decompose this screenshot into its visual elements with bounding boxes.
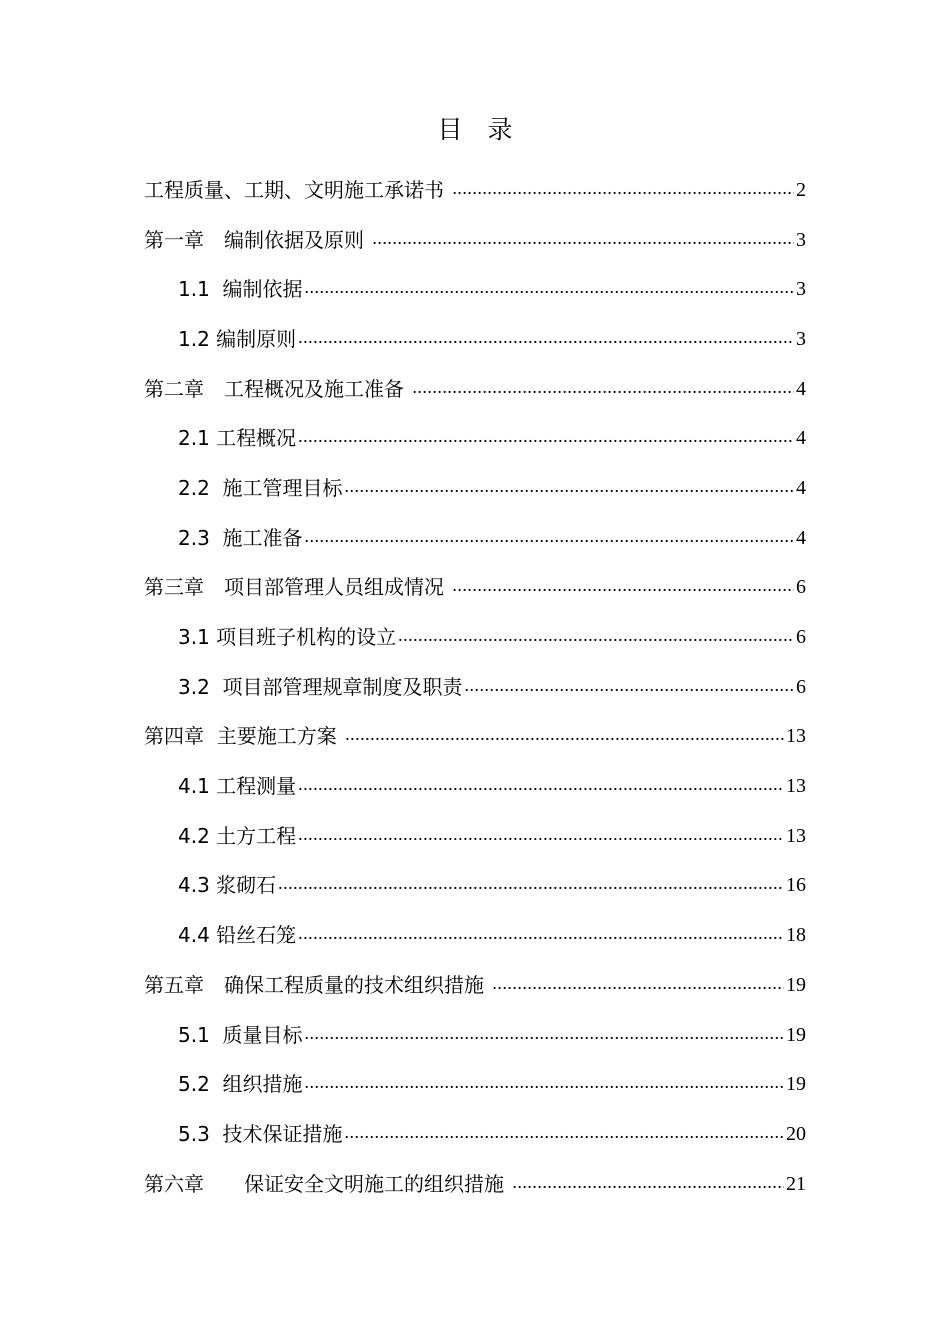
toc-section-entry[interactable] [0, 761, 806, 811]
toc-entry-label: 1.2 编制原则 [178, 326, 297, 351]
toc-page-number: 13 [786, 775, 806, 798]
toc-dot-leader [298, 769, 784, 803]
toc-dot-leader [345, 719, 784, 753]
toc-page-number: 18 [786, 924, 806, 947]
toc-entry-label: 3.1 项目班子机构的设立 [178, 625, 397, 650]
table-of-contents [0, 165, 950, 1208]
page-title: 目 录 [437, 115, 513, 144]
toc-page-number: 19 [786, 1073, 806, 1096]
toc-section-entry[interactable] [0, 910, 806, 960]
toc-dot-leader [305, 521, 794, 555]
toc-chapter-entry[interactable] [0, 960, 806, 1010]
toc-entry-label: 2.1 工程概况 [178, 426, 297, 451]
toc-chapter-entry[interactable] [0, 563, 806, 613]
toc-dot-leader [452, 570, 794, 604]
toc-entry-label: 5.2 组织措施 [178, 1072, 303, 1097]
toc-page-number: 4 [796, 526, 806, 549]
toc-chapter-entry[interactable] [0, 364, 806, 414]
toc-dot-leader [298, 421, 794, 455]
toc-page-number: 3 [796, 228, 806, 251]
toc-page-number: 2 [796, 178, 806, 201]
toc-entry-label: 第五章 确保工程质量的技术组织措施 [144, 972, 491, 997]
toc-page-number: 6 [796, 626, 806, 649]
toc-page-number: 3 [796, 278, 806, 301]
toc-dot-leader [345, 1117, 784, 1151]
toc-section-entry[interactable] [0, 811, 806, 861]
toc-dot-leader [465, 670, 794, 704]
toc-dot-leader [452, 173, 794, 207]
toc-dot-leader [305, 272, 794, 306]
toc-section-entry[interactable] [0, 513, 806, 563]
toc-page-number: 19 [786, 1023, 806, 1046]
toc-page-number: 4 [796, 476, 806, 499]
toc-page-number: 4 [796, 427, 806, 450]
toc-entry-label: 2.3 施工准备 [178, 525, 303, 550]
toc-section-entry[interactable] [0, 861, 806, 911]
toc-dot-leader [298, 918, 784, 952]
toc-section-entry[interactable] [0, 662, 806, 712]
toc-entry-label: 2.2 施工管理目标 [178, 475, 343, 500]
toc-section-entry[interactable] [0, 264, 806, 314]
toc-dot-leader [512, 1167, 784, 1201]
toc-entry-label: 5.1 质量目标 [178, 1022, 303, 1047]
toc-page-number: 6 [796, 675, 806, 698]
toc-entry-label: 5.3 技术保证措施 [178, 1121, 343, 1146]
toc-section-entry[interactable] [0, 612, 806, 662]
toc-entry-label: 第三章 项目部管理人员组成情况 [144, 575, 451, 600]
toc-section-entry[interactable] [0, 314, 806, 364]
toc-dot-leader [398, 620, 794, 654]
toc-page-number: 16 [786, 874, 806, 897]
toc-section-entry[interactable] [0, 413, 806, 463]
toc-page-number: 19 [786, 973, 806, 996]
toc-page-number: 3 [796, 327, 806, 350]
toc-dot-leader [345, 471, 794, 505]
toc-entry-label: 3.2 项目部管理规章制度及职责 [178, 674, 463, 699]
toc-page-number: 20 [786, 1122, 806, 1145]
toc-page-number: 13 [786, 725, 806, 748]
toc-page-number: 21 [786, 1172, 806, 1195]
toc-section-entry[interactable] [0, 1109, 806, 1159]
toc-entry-label: 4.2 土方工程 [178, 823, 297, 848]
toc-entry-label: 第一章 编制依据及原则 [144, 227, 371, 252]
toc-dot-leader [305, 1018, 784, 1052]
toc-dot-leader [278, 868, 784, 902]
toc-dot-leader [298, 322, 794, 356]
toc-section-entry[interactable] [0, 1010, 806, 1060]
toc-entry-label: 4.4 铅丝石笼 [178, 923, 297, 948]
toc-dot-leader [492, 968, 784, 1002]
toc-chapter-entry[interactable] [0, 1159, 806, 1209]
toc-section-entry[interactable] [0, 1059, 806, 1109]
toc-page-number: 13 [786, 824, 806, 847]
toc-chapter-entry[interactable] [0, 165, 806, 215]
toc-page-number: 6 [796, 576, 806, 599]
toc-entry-label: 第六章 保证安全文明施工的组织措施 [144, 1171, 511, 1196]
toc-dot-leader [412, 372, 794, 406]
toc-dot-leader [298, 819, 784, 853]
toc-page-number: 4 [796, 377, 806, 400]
toc-entry-label: 4.1 工程测量 [178, 774, 297, 799]
toc-dot-leader [305, 1067, 784, 1101]
toc-entry-label: 工程质量、工期、文明施工承诺书 [144, 177, 451, 202]
toc-chapter-entry[interactable] [0, 712, 806, 762]
toc-dot-leader [372, 223, 794, 257]
toc-entry-label: 4.3 浆砌石 [178, 873, 277, 898]
toc-section-entry[interactable] [0, 463, 806, 513]
toc-entry-label: 第四章 主要施工方案 [144, 724, 344, 749]
toc-entry-label: 1.1 编制依据 [178, 277, 303, 302]
toc-entry-label: 第二章 工程概况及施工准备 [144, 376, 411, 401]
toc-chapter-entry[interactable] [0, 215, 806, 265]
